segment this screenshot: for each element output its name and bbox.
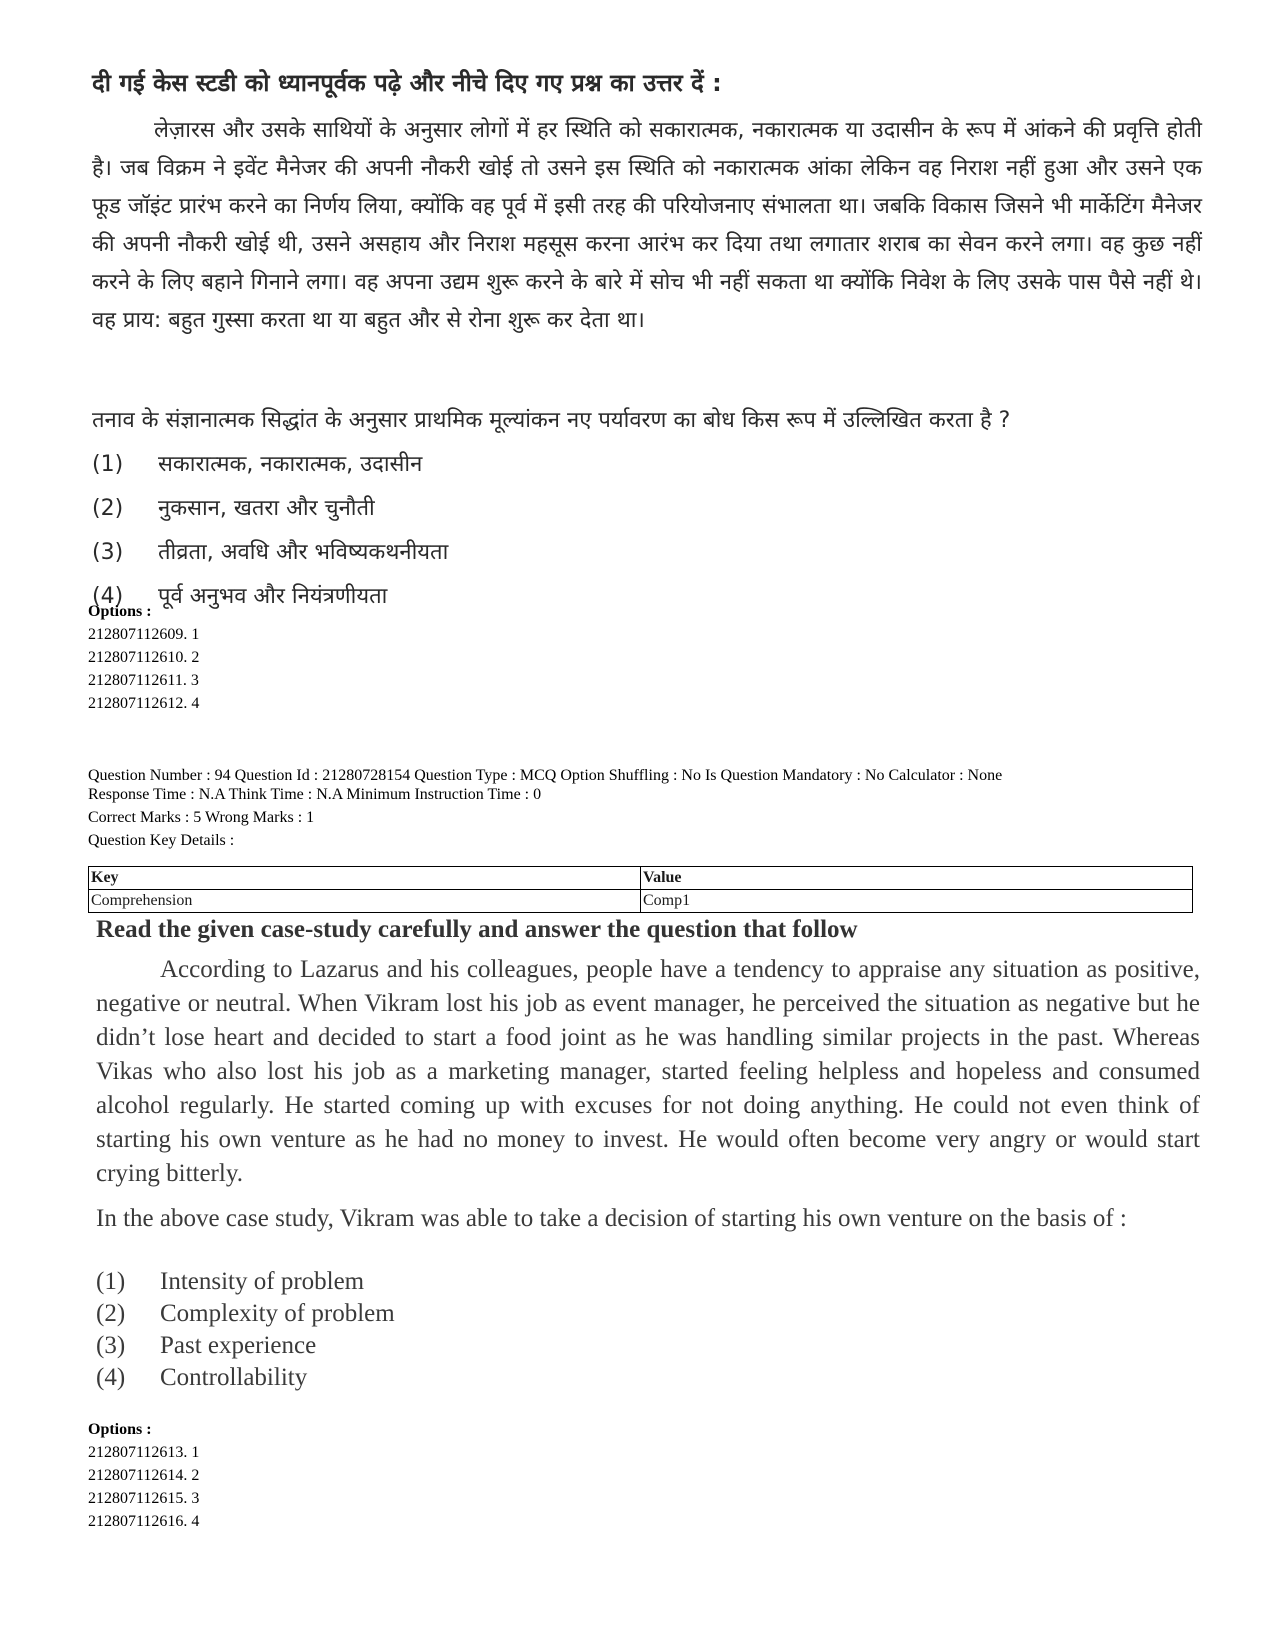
options-block-2: [88, 1418, 199, 1533]
choice-number: (2): [92, 496, 124, 521]
english-choice-1: [96, 1268, 395, 1300]
choice-number: (3): [92, 540, 124, 565]
english-choice-4: [96, 1364, 395, 1396]
choice-text: Past experience: [160, 1332, 317, 1359]
english-choice-list: [96, 1268, 395, 1396]
hindi-choice-2: [92, 492, 448, 536]
choice-text: Complexity of problem: [160, 1300, 395, 1327]
option-id: 212807112610. 2: [88, 649, 200, 666]
option-id: 212807112611. 3: [88, 672, 199, 689]
key-details-label: Question Key Details :: [88, 832, 235, 849]
choice-number: (1): [92, 452, 124, 477]
option-id: 212807112613. 1: [88, 1444, 200, 1461]
table-header-row: [89, 867, 1193, 890]
option-id: 212807112614. 2: [88, 1467, 200, 1484]
options-block-1: [88, 600, 199, 715]
english-question-text: In the above case study, Vikram was able to take a decision of starting his own venture on the basis of :: [96, 1205, 1127, 1232]
hindi-question-text: तनाव के संज्ञानात्मक सिद्धांत के अनुसार प्राथमिक मूल्यांकन नए पर्यावरण का बोध किस रूप में उल्लिखित करता है ?: [92, 408, 1011, 433]
choice-number: (3): [96, 1332, 126, 1359]
choice-text: पूर्व अनुभव और नियंत्रणीयता: [158, 584, 388, 609]
option-id: 212807112609. 1: [88, 626, 200, 643]
question-metadata: [88, 766, 1002, 852]
choice-number: (4): [96, 1364, 126, 1391]
table-cell-value: Comp1: [641, 890, 1193, 913]
option-id: 212807112615. 3: [88, 1490, 200, 1507]
marks-info-line: Correct Marks : 5 Wrong Marks : 1: [88, 809, 315, 826]
choice-text: Controllability: [160, 1364, 308, 1391]
hindi-choice-3: [92, 536, 448, 580]
english-case-study-passage: According to Lazarus and his colleagues, people have a tendency to appraise any situation as positive, negative or neutral. When Vikram lost his job as event manager, he perceived the situation as negative but he didn’t lose heart and decided to start a food joint as he was handling similar projects in the past. Whereas Vikas who also lost his job as a marketing manager, started feeling helpless and hopeless and consumed alcohol regularly. He started coming up with excuses for not doing anything. He could not even think of starting his own venture as he had no money to invest. He would often become very angry or would start crying bitterly.: [96, 956, 1200, 1187]
hindi-case-study-passage: लेज़ारस और उसके साथियों के अनुसार लोगों में हर स्थिति को सकारात्मक, नकारात्मक या उदासीन के रूप में आंकने की प्रवृत्ति होती है। जब विक्रम ने इवेंट मैनेजर की अपनी नौकरी खोई तो उसने इस स्थिति को नकारात्मक आंका लेकिन वह निराश नहीं हुआ और उसने एक फूड जॉइंट प्रारंभ करने का निर्णय लिया, क्योंकि वह पूर्व में इसी तरह की परियोजनाए संभालता था। जबकि विकास जिसने भी मार्केटिंग मैनेजर की अपनी नौकरी खोई थी, उसने असहाय और निराश महसूस करना आरंभ कर दिया तथा लगातार शराब का सेवन करने लगा। वह कुछ नहीं करने के लिए बहाने गिनाने लगा। वह अपना उद्यम शुरू करने के बारे में सोच भी नहीं सकता था क्योंकि निवेश के लिए उसके पास पैसे नहीं थे। वह प्राय: बहुत गुस्सा करता था या बहुत और से रोना शुरू कर देता था।: [92, 118, 1202, 333]
option-id: 212807112616. 4: [88, 1513, 200, 1530]
table-row: [89, 890, 1193, 913]
hindi-choice-1: [92, 448, 448, 492]
english-instruction-heading: Read the given case-study carefully and answer the question that follow: [96, 916, 858, 943]
choice-text: सकारात्मक, नकारात्मक, उदासीन: [158, 452, 423, 477]
choice-number: (4): [92, 584, 124, 609]
options-label: Options :: [88, 1421, 152, 1438]
question-key-table: [88, 866, 1193, 913]
option-id: 212807112612. 4: [88, 695, 200, 712]
question-info-line: Question Number : 94 Question Id : 21280728154 Question Type : MCQ Option Shuffling : No Is Question Mandatory : No Calculator : None: [88, 767, 1003, 784]
table-cell-key: Comprehension: [89, 890, 641, 913]
choice-text: नुकसान, खतरा और चुनौती: [158, 496, 375, 521]
hindi-choice-list: [92, 448, 448, 624]
hindi-instruction-heading: दी गई केस स्टडी को ध्यानपूर्वक पढ़े और नीचे दिए गए प्रश्न का उत्तर दें :: [92, 69, 722, 97]
table-header-key: Key: [89, 867, 641, 890]
choice-number: (1): [96, 1268, 126, 1295]
choice-number: (2): [96, 1300, 126, 1327]
choice-text: Intensity of problem: [160, 1268, 365, 1295]
choice-text: तीव्रता, अवधि और भविष्यकथनीयता: [158, 540, 449, 565]
options-label: Options :: [88, 603, 152, 620]
english-choice-3: [96, 1332, 395, 1364]
english-choice-2: [96, 1300, 395, 1332]
table-header-value: Value: [641, 867, 1193, 890]
timing-info-line: Response Time : N.A Think Time : N.A Minimum Instruction Time : 0: [88, 786, 542, 803]
